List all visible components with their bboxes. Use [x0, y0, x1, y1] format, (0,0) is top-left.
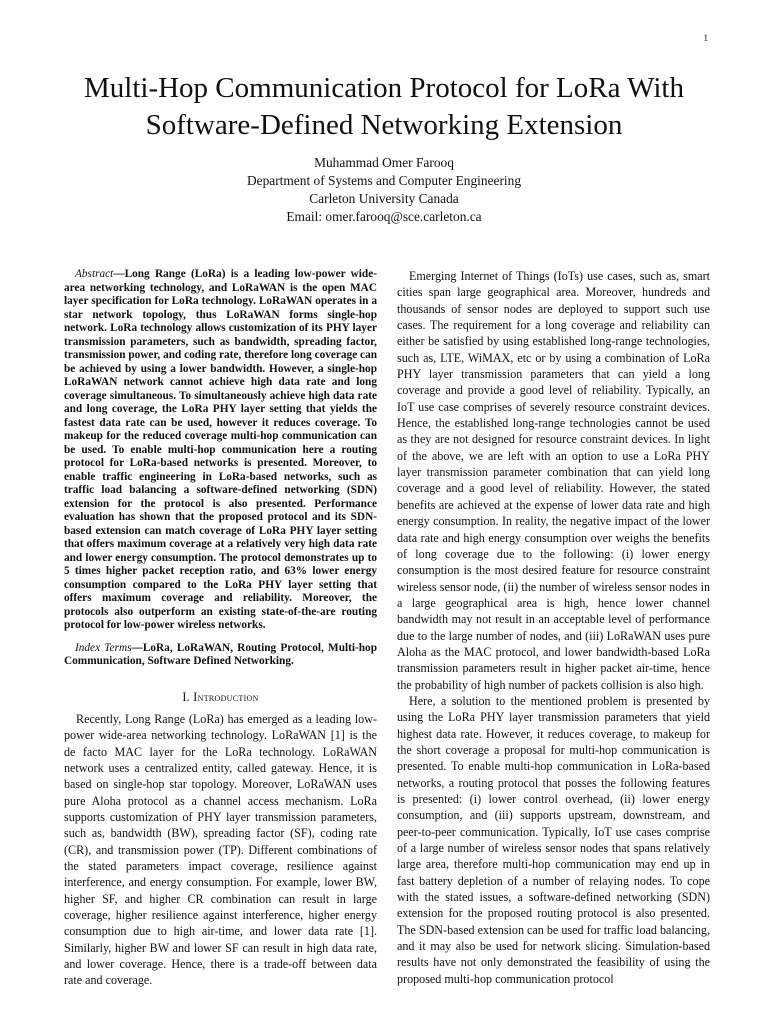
body-columns: [64, 268, 710, 988]
right-column: [397, 268, 710, 987]
author-name: Muhammad Omer Farooq: [314, 155, 454, 170]
intro-paragraph-1: Recently, Long Range (LoRa) has emerged as a leading low-power wide-area networking technology. LoRaWAN [1] is the de facto MAC layer for the LoRa technology. LoRaWAN network uses a centralized entity, called gateway. Hence, it is based on single-hop star topology. Moreover, LoRaWAN uses pure Aloha protocol as a channel access mechanism. LoRa supports customization of PHY layer transmission parameters, such as, bandwidth (BW), spreading factor (SF), coding rate (CR), and transmission power (TP). Different combinations of the stated parameters impact coverage, resilience against interference, and energy consumption. For example, lower BW, higher SF, and higher CR combination can result in large coverage, higher resilience against interference, higher energy consumption due to high air-time, and lower data rate [1]. Similarly, higher BW and lower SF can result in high data rate, and lower coverage. Hence, there is a trade-off between data rate and coverage.: [64, 711, 377, 988]
section-heading-introduction: I. Introduction: [182, 689, 259, 704]
title-block: [40, 70, 728, 226]
title-line-1: Multi-Hop Communication Protocol for LoRa With: [84, 72, 684, 104]
page-number: 1: [703, 33, 708, 43]
author-university: Carleton University Canada: [309, 191, 459, 206]
abstract-lead: Abstract: [75, 268, 114, 280]
author-email: Email: omer.farooq@sce.carleton.ca: [286, 209, 482, 224]
paper-title: [40, 70, 728, 144]
index-terms-lead: Index Terms: [75, 641, 132, 654]
index-terms: [64, 642, 377, 669]
left-column: [64, 268, 377, 989]
abstract: [64, 268, 377, 633]
index-terms-text: —LoRa, LoRaWAN, Routing Protocol, Multi-hop Communication, Software Defined Networking.: [64, 641, 377, 667]
right-paragraph-2: Here, a solution to the mentioned problem is presented by using the LoRa PHY layer transmission parameters that yield highest data rate. However, it reduces coverage, to makeup for the short coverage a proposal for multi-hop communication is presented. To enable multi-hop communication in LoRa-based networks, a routing protocol that posses the following features is presented: (i) lower control overhead, (ii) lower energy consumption, and (iii) supports upstream, downstream, and peer-to-peer communication. Typically, IoT use cases comprise of a large number of wireless sensor nodes that spans relatively large area, therefore multi-hop communication may end up in fast battery depletion of a number of relaying nodes. To cope with the stated issues, a software-defined networking (SDN) extension for the proposed routing protocol is also presented. The SDN-based extension can be used for traffic load balancing, and it may also be used for network slicing. Simulation-based results have not only demonstrated the feasibility of using the proposed multi-hop communication protocol: [397, 693, 710, 986]
title-line-2: Software-Defined Networking Extension: [145, 109, 623, 141]
abstract-text: —Long Range (LoRa) is a leading low-power wide-area networking technology, and LoRaWAN is the open MAC layer specification for LoRa technology. LoRaWAN operates in a star network topology, thus LoRaWAN forms single-hop network. LoRa technology allows customization of its PHY layer transmission parameters, such as bandwidth, spreading factor, transmission power, and coding rate, therefore long coverage can be achieved by using a lower bandwidth. However, a single-hop LoRaWAN network cannot achieve high data rate and long coverage simultaneous. To simultaneously achieve high data rate and long coverage, the LoRa PHY layer setting that yields the fastest data rate can be used, however it reduces coverage. To makeup for the reduced coverage multi-hop communication can be used. To enable multi-hop communication here a routing protocol for LoRa-based networks is presented. Moreover, to enable traffic engineering in LoRa-based networks, such as traffic load balancing a software-defined networking (SDN) extension for the protocol is also presented. Performance evaluation has shown that the proposed protocol and its SDN-based extension can match coverage of LoRa PHY layer setting that offers maximum coverage at a relatively very high data rate and lower energy consumption. The protocol demonstrates up to 5 times higher packet reception ratio, and 63% lower energy consumption compared to the LoRa PHY layer setting that offers maximum coverage and reliability. Moreover, the protocols also outperform an existing state-of-the-are routing protocol for low-power wireless networks.: [64, 268, 377, 631]
author-department: Department of Systems and Computer Engineering: [246, 173, 522, 188]
right-paragraph-1: Emerging Internet of Things (IoTs) use cases, such as, smart cities span large geographical area. Moreover, hundreds and thousands of sensor nodes are deployed to support such use cases. The requirement for a long coverage and reliability can either be satisfied by using established long-range technologies, such as, LTE, WiMAX, etc or by using a combination of LoRa PHY layer transmission parameters that can yield a long coverage and provide a good level of reliability. Typically, an IoT use case comprises of severely resource constraint devices. Hence, the established long-range technologies cannot be used as they are not designed for resource constraint devices. In light of the above, we are left with an option to use a LoRa PHY layer transmission parameter combination that can yield long coverage and a good level of reliability. However, the stated benefits are achieved at the expense of lower data rate and high energy consumption. In reality, the negative impact of the lower data rate and high energy consumption over weighs the benefits of long coverage due to the following: (i) lower energy consumption is the most desired feature for resource constraint wireless sensor node, (ii) the number of wireless sensor nodes in a large geographical area is high, hence lower channel bandwidth may not result in an acceptable level of performance due to the large number of nodes, and (iii) LoRaWAN uses pure Aloha as the MAC protocol, and lower bandwidth-based LoRa transmission parameters result in higher packet air-time, hence the probability of high number of packets collision is also high.: [397, 269, 710, 692]
author-block: [40, 154, 728, 226]
